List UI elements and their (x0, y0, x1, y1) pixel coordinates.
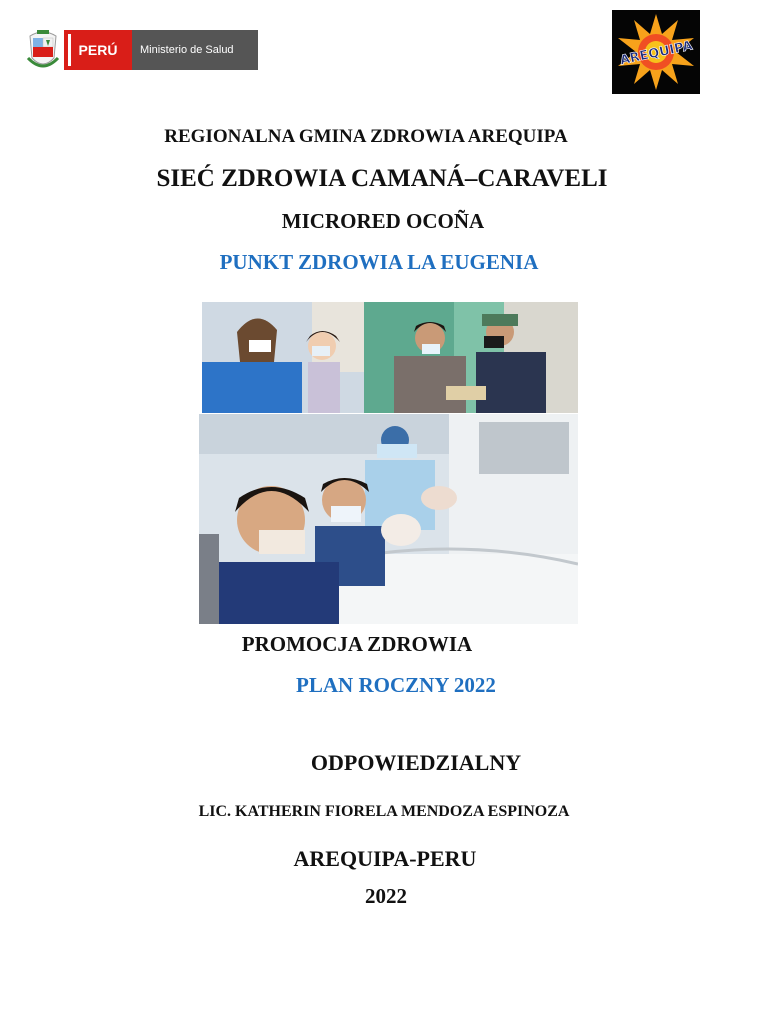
arequipa-sun-logo (612, 10, 700, 94)
ministerio-salud-logo (26, 28, 232, 72)
plan-title: PLAN ROCZNY 2022 (296, 673, 496, 697)
place: AREQUIPA-PERU (293, 846, 477, 871)
arequipa-logo-text: AREQUIPA (618, 38, 694, 69)
health-point-title: PUNKT ZDROWIA LA EUGENIA (219, 250, 539, 274)
microred-title: MICRORED OCOÑA (281, 209, 485, 233)
year: 2022 (365, 884, 407, 908)
peru-coat-of-arms-icon (26, 28, 60, 72)
network-title: SIEĆ ZDROWIA CAMANÁ–CARAVELI (156, 165, 608, 192)
responsible-label: ODPOWIEDZIALNY (310, 750, 522, 775)
program-name: PROMOCJA ZDROWIA (241, 632, 473, 656)
photo-health-worker-child (202, 302, 364, 413)
region-title: REGIONALNA GMINA ZDROWIA AREQUIPA (164, 126, 568, 147)
photo-children-handwashing (199, 414, 578, 624)
responsible-name: LIC. KATHERIN FIORELA MENDOZA ESPINOZA (198, 803, 570, 820)
photo-health-interview (364, 302, 578, 413)
ministry-name: Ministerio de Salud (132, 30, 258, 70)
peru-badge: PERÚ (64, 30, 132, 70)
